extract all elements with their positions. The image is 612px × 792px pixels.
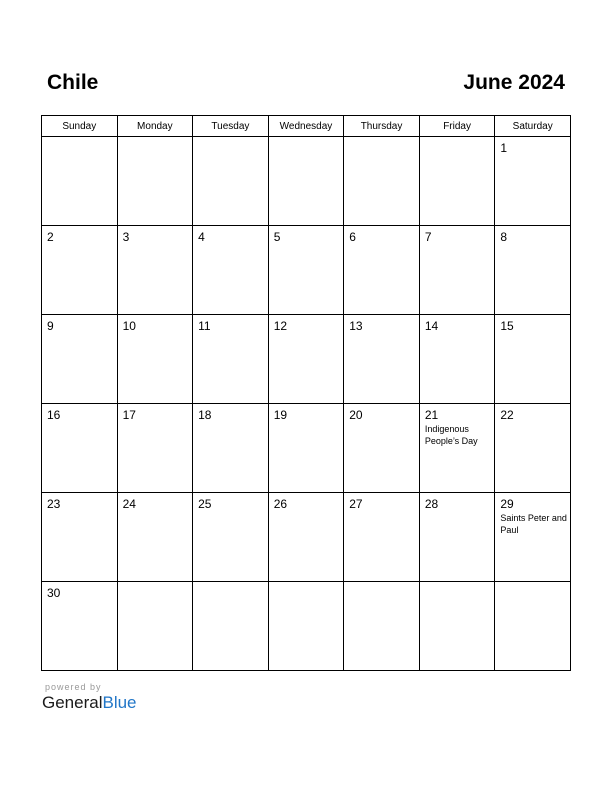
day-number: 25 [198, 497, 212, 511]
day-cell [117, 493, 193, 582]
day-cell [344, 226, 420, 315]
weekday-header: Thursday [344, 116, 420, 137]
day-cell [268, 315, 344, 404]
day-number: 10 [122, 319, 136, 333]
week-row [42, 315, 571, 404]
day-cell [193, 404, 269, 493]
day-cell [419, 582, 495, 671]
day-cell [419, 493, 495, 582]
day-number: 7 [424, 230, 432, 244]
day-cell [193, 582, 269, 671]
holiday-label: Saints Peter and Paul [500, 513, 567, 535]
day-cell [42, 226, 118, 315]
day-cell [193, 315, 269, 404]
day-cell [193, 493, 269, 582]
day-cell [419, 226, 495, 315]
day-number: 11 [198, 319, 211, 333]
day-number: 19 [273, 408, 288, 422]
day-number: 6 [349, 230, 356, 244]
day-number: 3 [122, 230, 130, 244]
day-cell [117, 315, 193, 404]
brand-general: General [42, 693, 103, 712]
day-cell [495, 404, 571, 493]
weekday-header: Tuesday [193, 116, 269, 137]
day-cell [344, 137, 420, 226]
day-number: 12 [273, 319, 288, 333]
day-cell [344, 404, 420, 493]
day-cell [117, 137, 193, 226]
day-number: 30 [47, 586, 61, 600]
day-cell [42, 582, 118, 671]
day-number: 17 [122, 408, 136, 422]
weekday-header: Monday [117, 116, 193, 137]
day-cell [419, 315, 495, 404]
day-cell [344, 493, 420, 582]
calendar-grid [41, 115, 571, 671]
day-cell [268, 582, 344, 671]
day-cell [117, 582, 193, 671]
day-number: 14 [424, 319, 439, 333]
day-cell [42, 493, 118, 582]
day-cell [419, 404, 495, 493]
day-number: 23 [47, 497, 61, 511]
powered-by-text: powered by [45, 682, 102, 692]
day-cell [495, 315, 571, 404]
week-row [42, 137, 571, 226]
day-cell [268, 226, 344, 315]
day-cell [419, 137, 495, 226]
day-cell [42, 404, 118, 493]
weekday-header: Sunday [42, 116, 118, 137]
day-cell [268, 404, 344, 493]
day-cell [268, 137, 344, 226]
day-cell [344, 582, 420, 671]
weekday-header: Friday [419, 116, 495, 137]
footer-brand [42, 682, 137, 713]
day-number: 27 [349, 497, 363, 511]
month-year-title: June 2024 [463, 71, 565, 94]
day-number: 2 [47, 230, 54, 244]
day-number: 24 [122, 497, 136, 511]
day-number: 22 [500, 408, 514, 422]
day-cell [495, 493, 571, 582]
day-number: 1 [500, 141, 508, 155]
day-cell [268, 493, 344, 582]
day-number: 9 [47, 319, 54, 333]
weekday-header-row [42, 116, 571, 137]
day-cell [193, 226, 269, 315]
day-number: 28 [424, 497, 439, 511]
day-number: 16 [47, 408, 61, 422]
day-number: 15 [500, 319, 514, 333]
day-cell [117, 226, 193, 315]
brand-blue: Blue [102, 693, 137, 712]
brand-logo [42, 693, 137, 713]
day-number: 5 [273, 230, 281, 244]
day-cell [495, 226, 571, 315]
day-cell [42, 315, 118, 404]
day-number: 26 [273, 497, 288, 511]
day-number: 20 [349, 408, 363, 422]
country-title: Chile [47, 71, 99, 94]
day-cell [495, 137, 571, 226]
day-cell [42, 137, 118, 226]
day-cell [193, 137, 269, 226]
day-number: 4 [198, 230, 205, 244]
weekday-header: Saturday [495, 116, 571, 137]
day-number: 21 [424, 408, 439, 422]
day-cell [117, 404, 193, 493]
week-row [42, 582, 571, 671]
day-number: 29 [500, 497, 514, 511]
week-row [42, 493, 571, 582]
holiday-label: Indigenous People’s Day [424, 424, 478, 446]
weekday-header: Wednesday [268, 116, 344, 137]
day-cell [495, 582, 571, 671]
week-row [42, 226, 571, 315]
day-number: 13 [349, 319, 363, 333]
day-number: 8 [500, 230, 508, 244]
day-cell [344, 315, 420, 404]
week-row [42, 404, 571, 493]
day-number: 18 [198, 408, 212, 422]
